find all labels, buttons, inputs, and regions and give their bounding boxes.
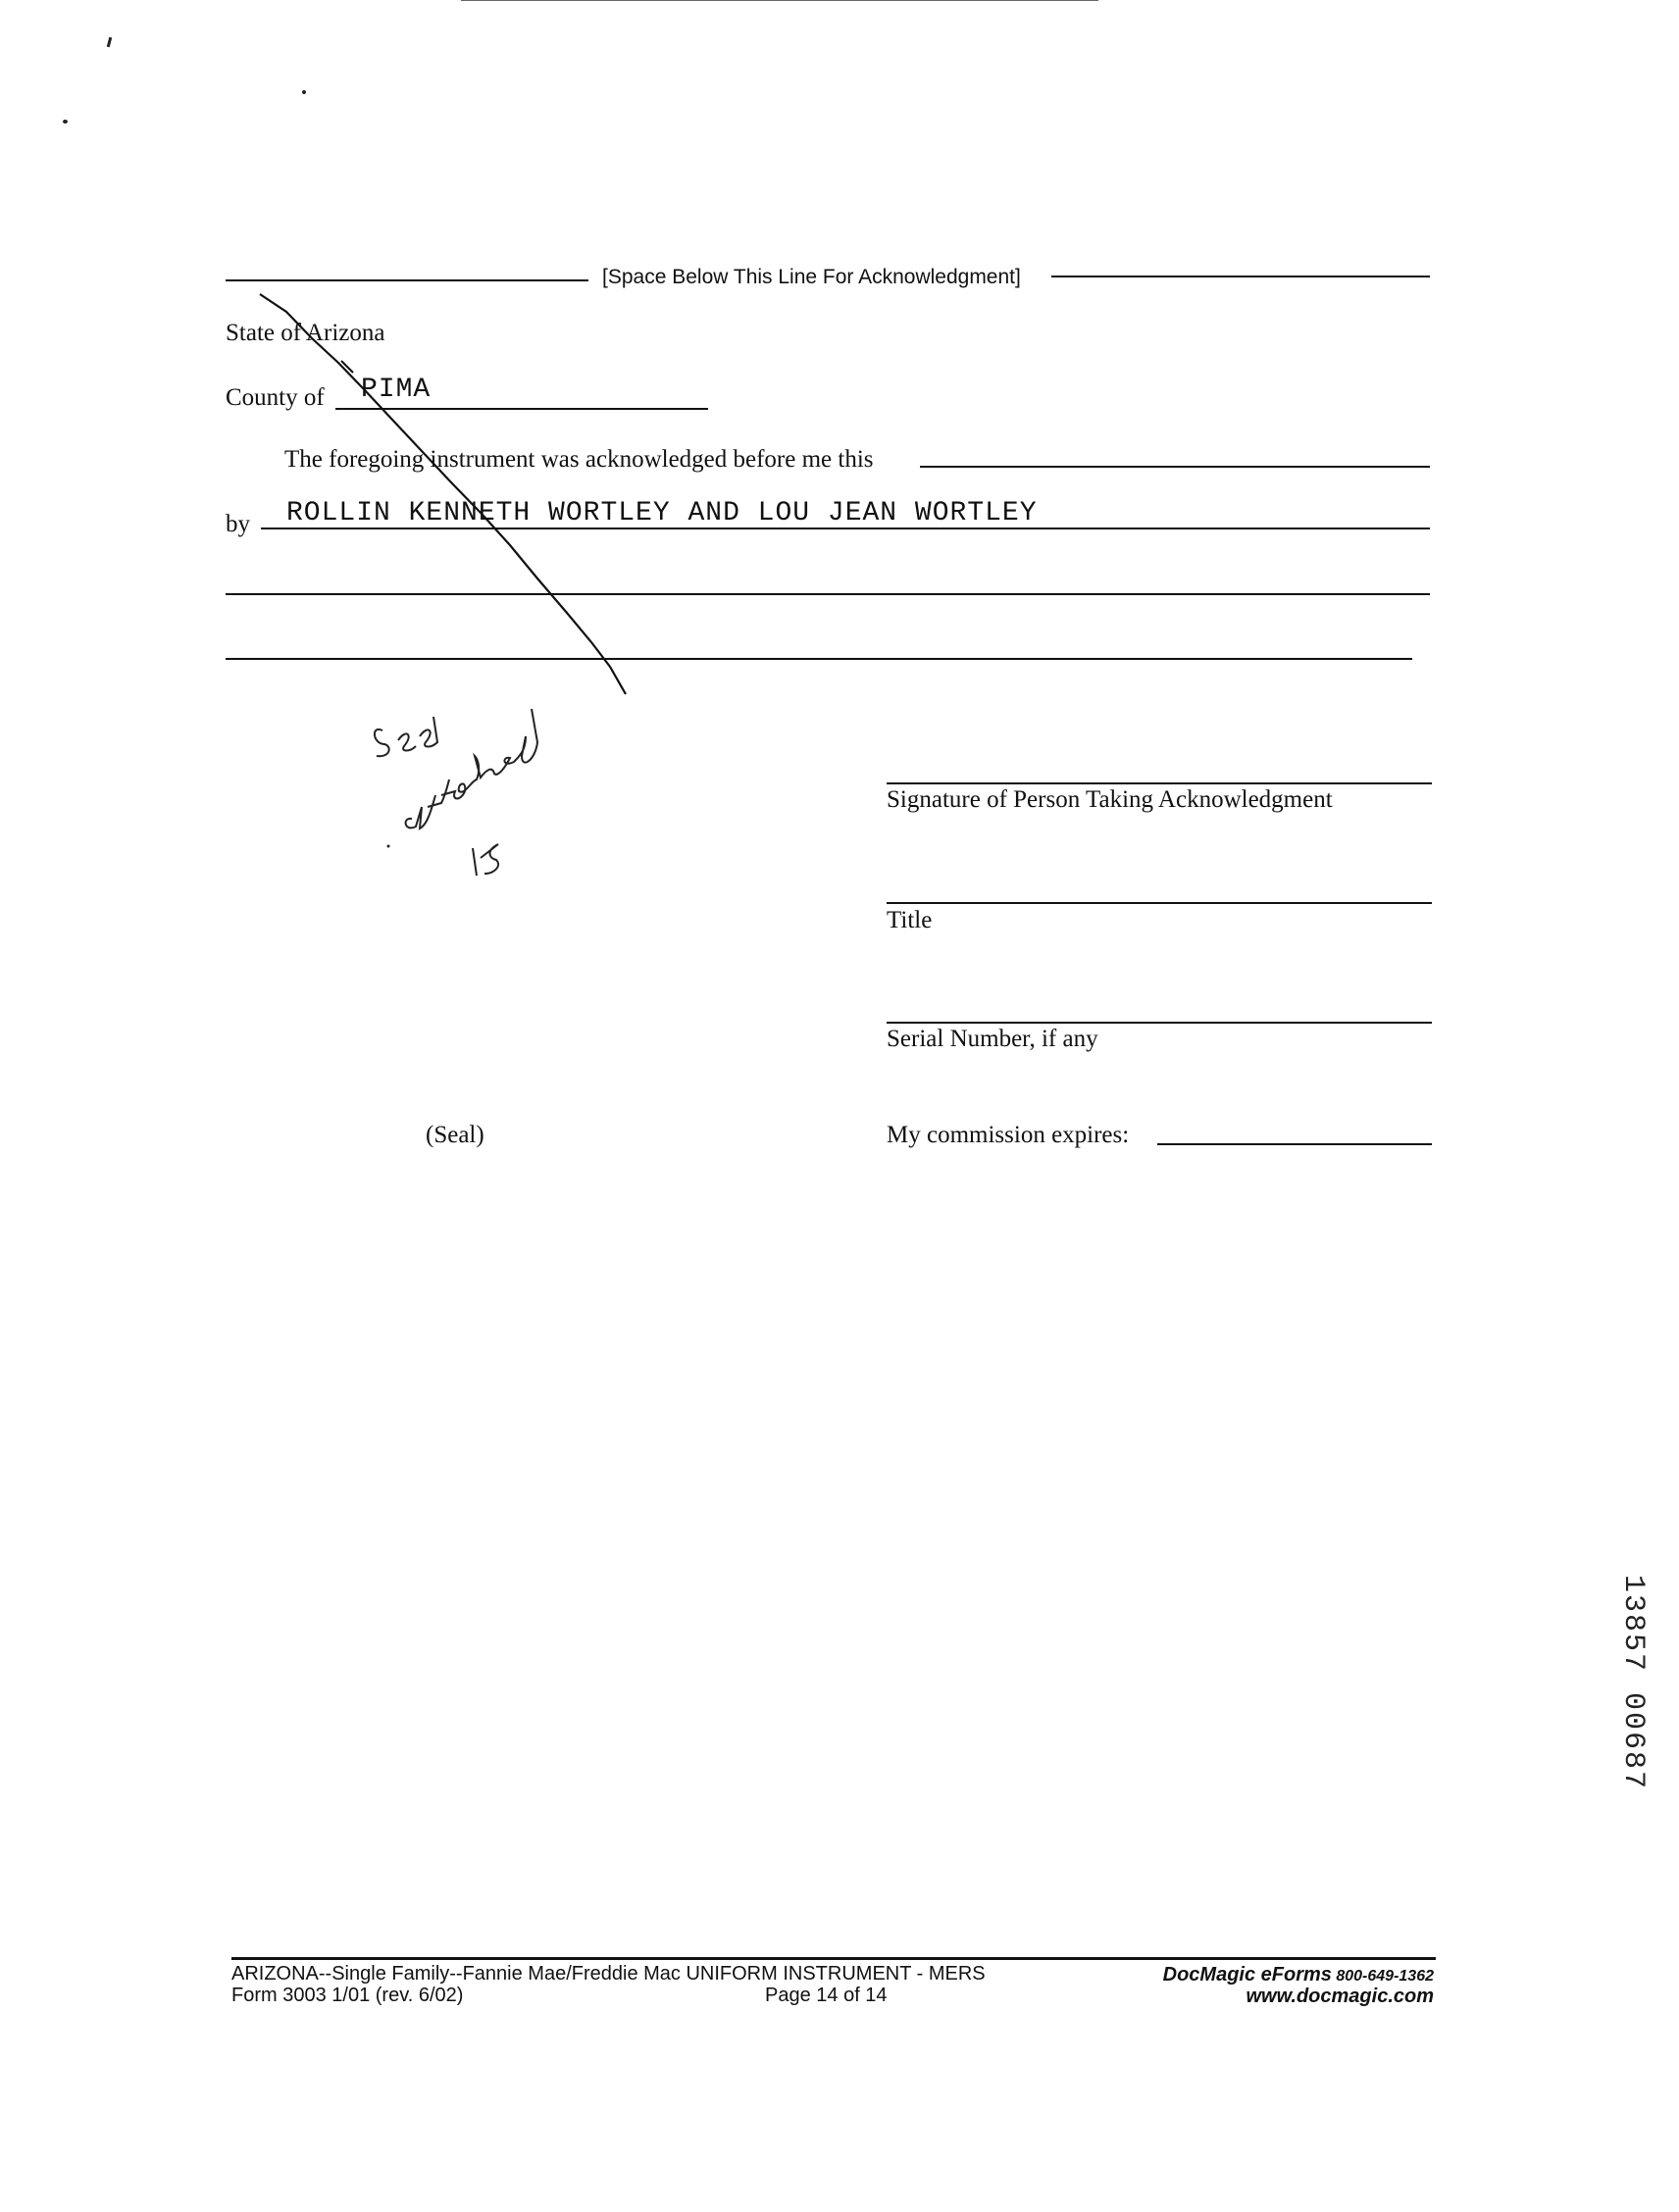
footer-brand-block bbox=[1128, 1964, 1434, 1986]
scan-speck bbox=[107, 37, 112, 47]
seal-label: (Seal) bbox=[426, 1122, 484, 1148]
signature-label: Signature of Person Taking Acknowledgment bbox=[887, 786, 1333, 813]
divider-left-line bbox=[226, 279, 588, 281]
by-label: by bbox=[226, 511, 250, 537]
docmagic-website: www.docmagic.com bbox=[1246, 1986, 1434, 2007]
blank-fill-line-1 bbox=[226, 593, 1430, 595]
side-document-number: 13857 00687 bbox=[1616, 1575, 1650, 1791]
scan-speck bbox=[63, 120, 68, 124]
footer-form-line2: Form 3003 1/01 (rev. 6/02) bbox=[231, 1985, 464, 2006]
divider-right-line bbox=[1051, 276, 1430, 277]
date-fill-line bbox=[920, 466, 1430, 468]
footer-form-line1: ARIZONA--Single Family--Fannie Mae/Freddie Mac UNIFORM INSTRUMENT - MERS bbox=[231, 1963, 986, 1985]
county-value: PIMA bbox=[361, 375, 432, 405]
blank-fill-line-2 bbox=[226, 658, 1412, 660]
title-fill-line bbox=[887, 902, 1432, 904]
docmagic-phone: 800-649-1362 bbox=[1336, 1968, 1434, 1985]
serial-fill-line bbox=[887, 1022, 1432, 1024]
docmagic-brand-logo: DocMagic eForms bbox=[1162, 1964, 1332, 1986]
county-fill-line bbox=[335, 408, 708, 410]
commission-label: My commission expires: bbox=[887, 1122, 1130, 1148]
acknowledgment-divider-label: [Space Below This Line For Acknowledgment] bbox=[602, 266, 1021, 288]
footer-rule bbox=[231, 1957, 1436, 1960]
scan-speck bbox=[302, 90, 306, 94]
county-label: County of bbox=[226, 384, 325, 411]
by-value: ROLLIN KENNETH WORTLEY AND LOU JEAN WORTLEY bbox=[286, 498, 1038, 528]
state-label: State of Arizona bbox=[226, 320, 385, 346]
footer-page-number: Page 14 of 14 bbox=[765, 1985, 888, 2006]
foregoing-text: The foregoing instrument was acknowledged before me this bbox=[284, 446, 874, 473]
commission-fill-line bbox=[1157, 1143, 1432, 1145]
title-label: Title bbox=[887, 907, 933, 933]
signature-fill-line bbox=[887, 782, 1432, 784]
serial-label: Serial Number, if any bbox=[887, 1026, 1098, 1052]
handwritten-see-attached-note bbox=[363, 701, 657, 897]
scan-edge-line bbox=[461, 0, 1098, 1]
